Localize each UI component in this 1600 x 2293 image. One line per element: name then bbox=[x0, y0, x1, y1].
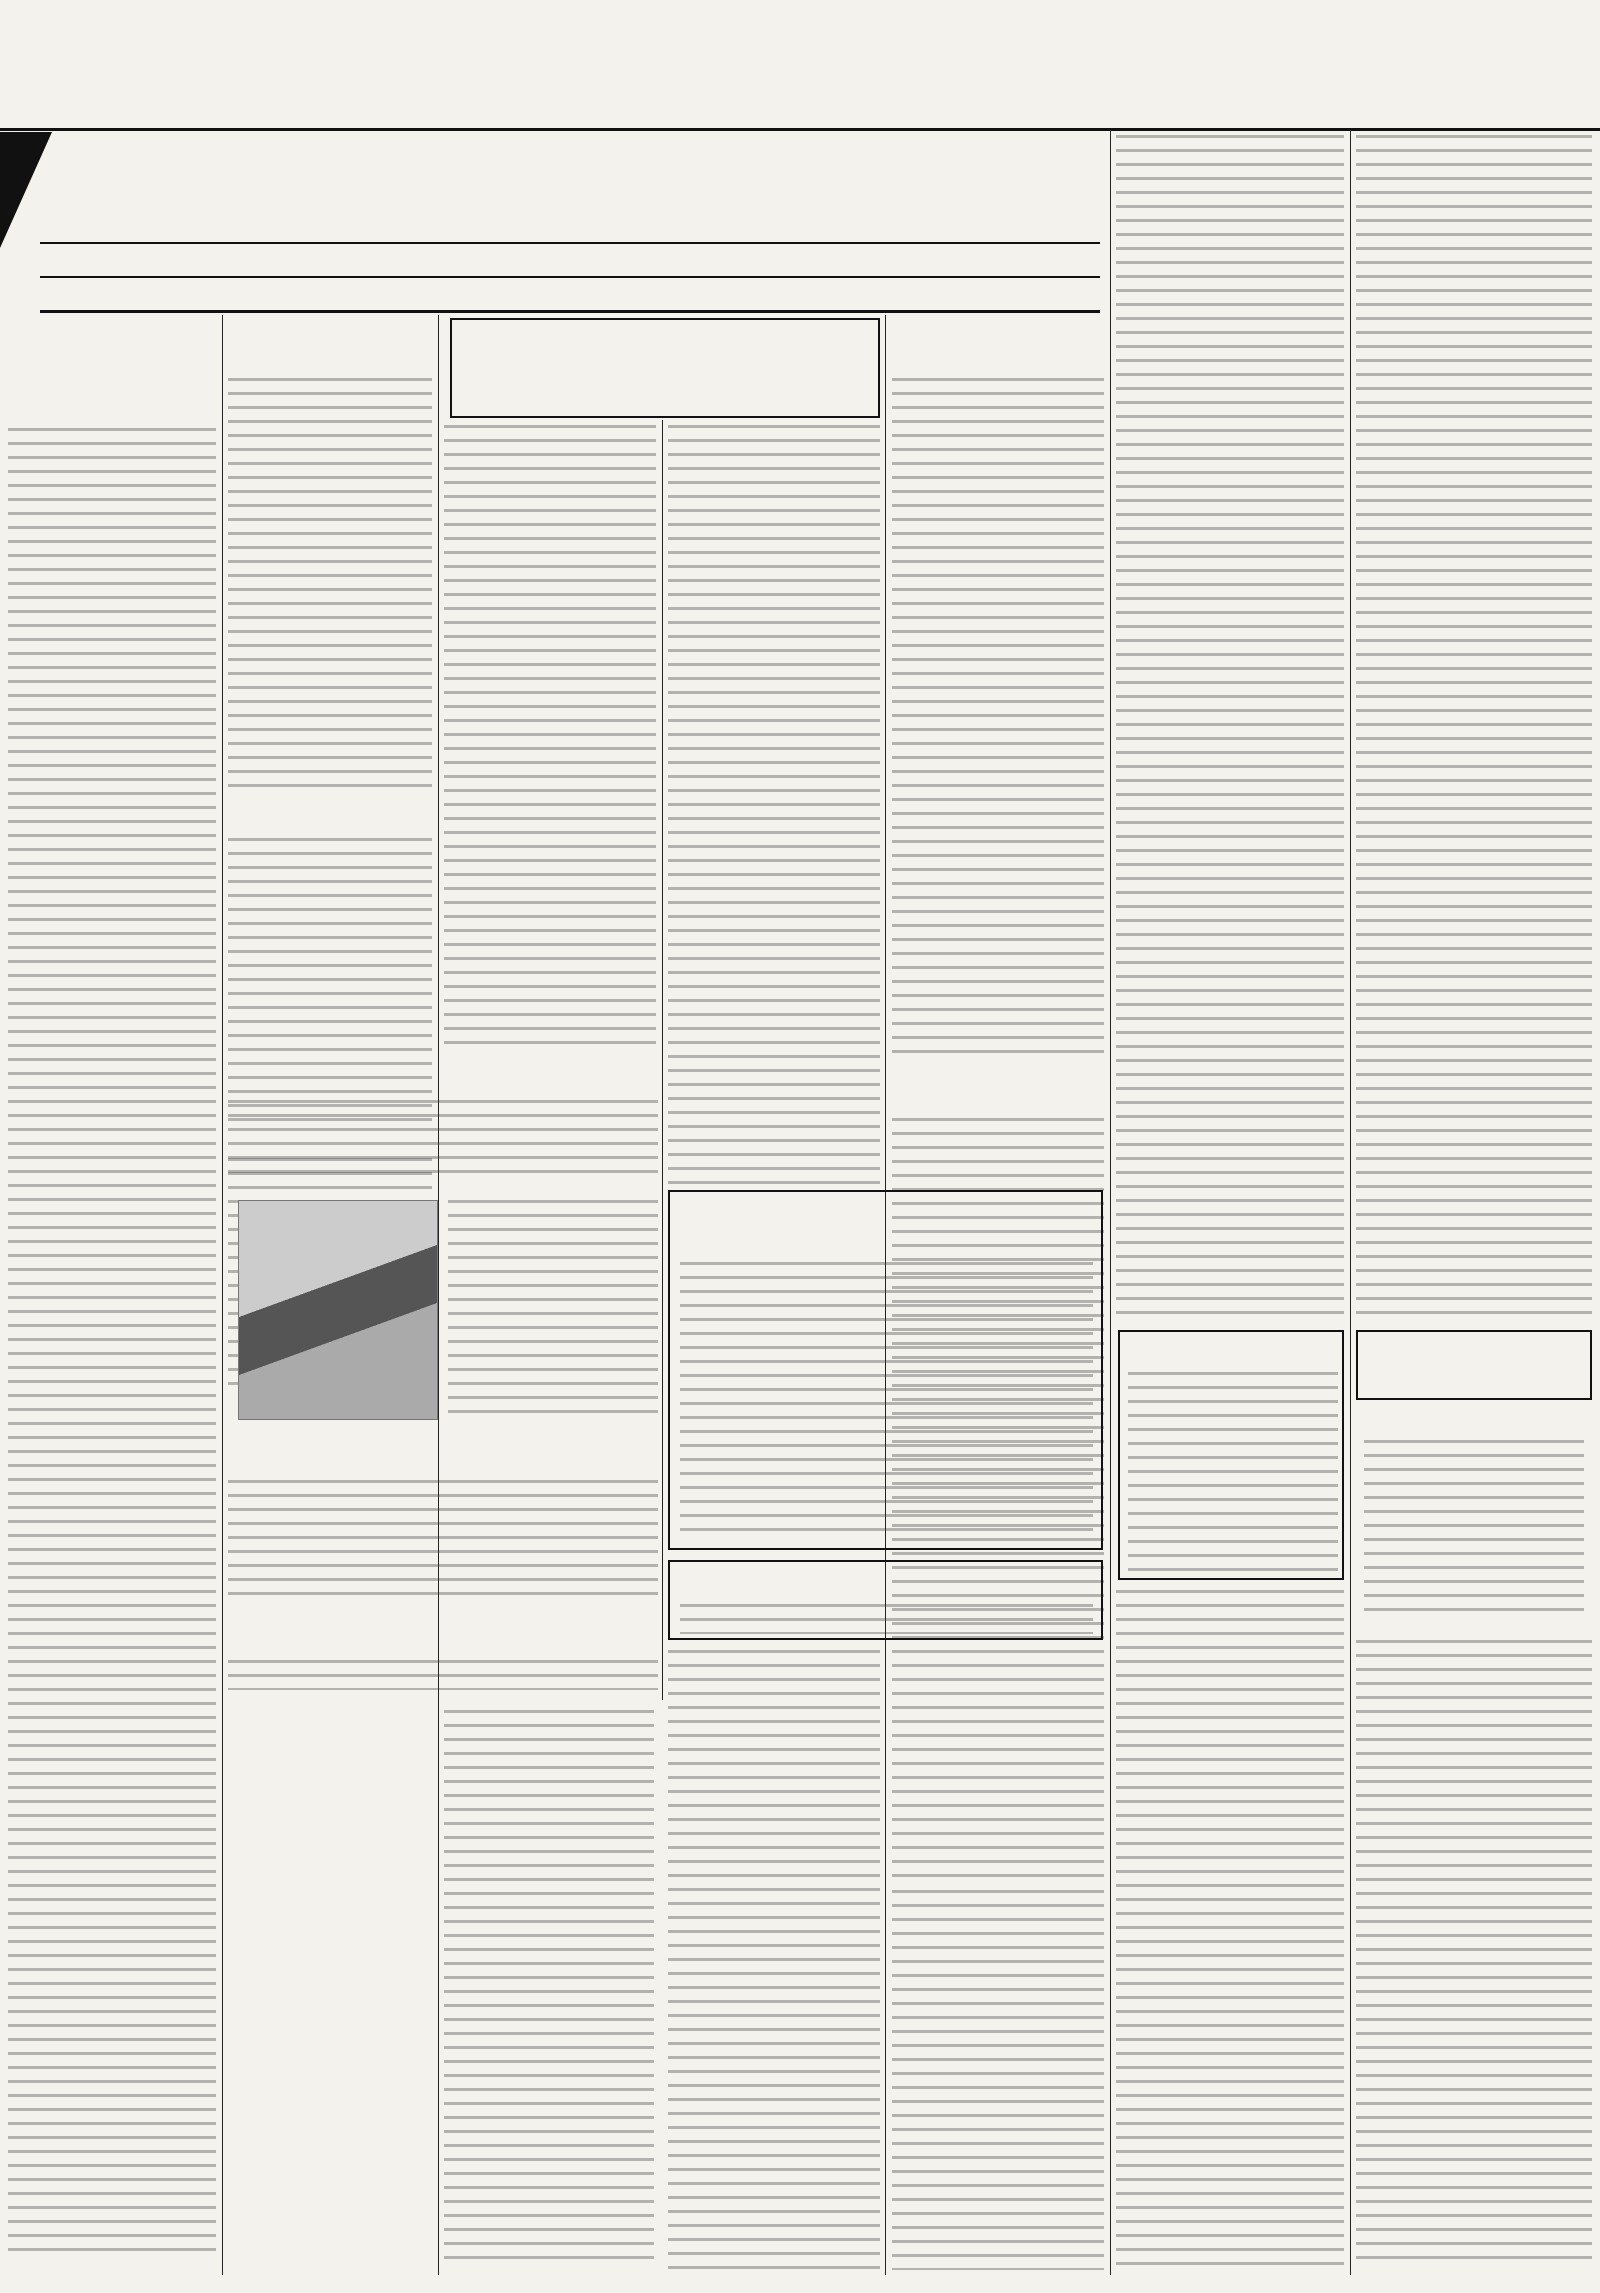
advert-footer bbox=[228, 1660, 658, 1690]
physician-advert bbox=[1118, 1330, 1344, 1580]
masthead-bottom-rule bbox=[40, 310, 1100, 313]
architects-advert bbox=[668, 1560, 1103, 1640]
column-4 bbox=[668, 425, 880, 1185]
column-3 bbox=[444, 425, 656, 1045]
column-rule bbox=[662, 420, 663, 1700]
advert-body bbox=[1128, 1372, 1338, 1572]
column-6 bbox=[1116, 135, 1344, 1325]
ship-illustration bbox=[238, 1200, 438, 1420]
lower-text-block bbox=[444, 1710, 654, 2270]
column-7 bbox=[1356, 135, 1592, 1325]
column-5-body bbox=[892, 378, 1104, 1058]
column-4-body bbox=[668, 425, 880, 1185]
masthead-subtitle-rule bbox=[40, 276, 1100, 278]
cosmetics-advert bbox=[1356, 1330, 1592, 1400]
wine-advert bbox=[668, 1190, 1103, 1550]
column-1-body bbox=[8, 428, 216, 2258]
pharmacy-advert bbox=[1356, 1410, 1592, 1630]
column-7-body bbox=[1356, 135, 1592, 1325]
column-rule bbox=[222, 315, 223, 2275]
section-header bbox=[450, 318, 880, 418]
top-rule bbox=[0, 128, 1600, 131]
masthead bbox=[0, 132, 1100, 252]
column-1 bbox=[8, 318, 216, 2268]
column-5 bbox=[892, 318, 1104, 1878]
advert-body bbox=[1364, 1440, 1584, 1620]
column-2-body bbox=[228, 378, 432, 798]
advert-text bbox=[448, 1200, 658, 1420]
advert-body bbox=[680, 1262, 1093, 1542]
advert-schedule bbox=[228, 1480, 658, 1600]
lower-text-block bbox=[668, 1650, 880, 2270]
column-6-body bbox=[1116, 135, 1344, 1325]
column-3-body bbox=[444, 425, 656, 1045]
corner-mark bbox=[0, 132, 52, 248]
column-rule bbox=[1110, 130, 1111, 2275]
masthead-rule bbox=[40, 242, 1100, 244]
advert-body bbox=[680, 1604, 1093, 1634]
lower-text-block bbox=[1356, 1640, 1592, 2270]
column-rule bbox=[1350, 130, 1351, 2275]
lower-text-block bbox=[1116, 1590, 1344, 2270]
lower-text-block bbox=[892, 1890, 1104, 2270]
advert-subtitle bbox=[228, 1100, 658, 1180]
shipping-advert bbox=[228, 1060, 658, 1700]
